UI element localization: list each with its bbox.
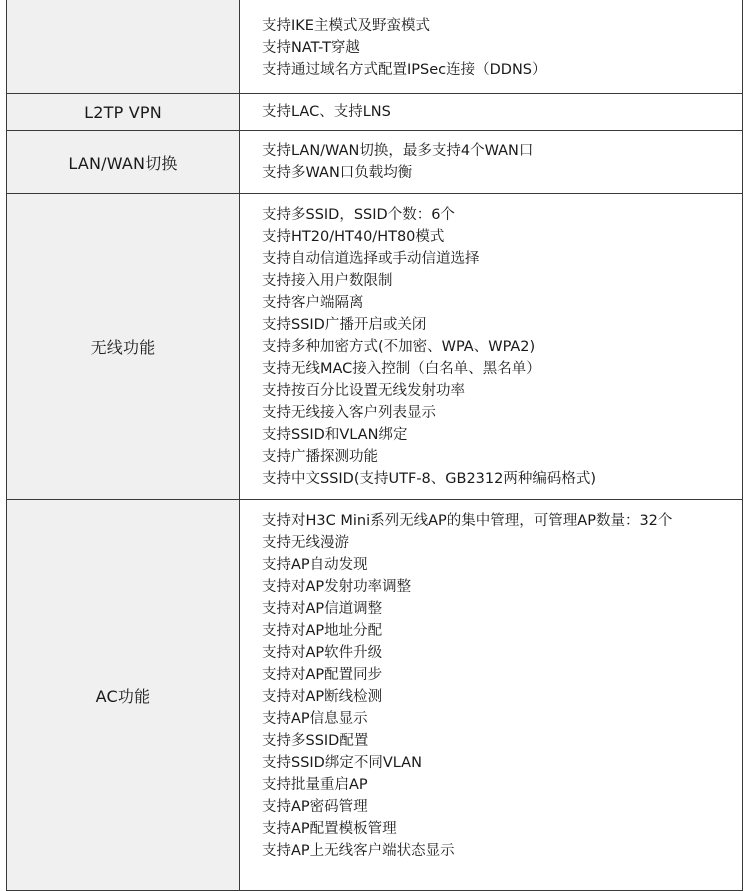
feature-item: 支持NAT-T穿越 — [262, 40, 360, 56]
feature-item: 支持AP自动发现 — [262, 557, 368, 573]
feature-item: 支持无线MAC接入控制（白名单、黑名单） — [262, 360, 541, 377]
feature-list — [262, 204, 742, 490]
row-label: 无线功能 — [7, 194, 240, 500]
table-row-wireless — [7, 194, 743, 500]
feature-item: 支持对AP配置同步 — [262, 667, 383, 683]
feature-item: 支持AP密码管理 — [262, 799, 368, 815]
row-features — [240, 0, 743, 94]
feature-list — [262, 101, 742, 123]
feature-item: 支持HT20/HT40/HT80模式 — [262, 228, 445, 245]
feature-item: 支持多WAN口负载均衡 — [262, 165, 413, 181]
table-row-lan-wan — [7, 131, 743, 194]
spec-table — [6, 0, 743, 891]
feature-item: 支持广播探测功能 — [262, 448, 378, 465]
row-label — [7, 0, 240, 94]
table-row-ipsec — [7, 0, 743, 94]
feature-list — [262, 510, 742, 862]
feature-item: 支持AP配置模板管理 — [262, 821, 397, 837]
feature-item: 支持SSID和VLAN绑定 — [262, 426, 408, 443]
row-label: L2TP VPN — [7, 94, 240, 131]
feature-item: 支持SSID广播开启或关闭 — [262, 316, 427, 333]
table-row-l2tp-vpn — [7, 94, 743, 131]
row-features — [240, 131, 743, 194]
feature-item: 支持自动信道选择或手动信道选择 — [262, 250, 480, 267]
row-features — [240, 194, 743, 500]
row-features — [240, 500, 743, 891]
feature-item: 支持AP信息显示 — [262, 711, 368, 727]
row-label: AC功能 — [7, 500, 240, 891]
feature-item: 支持接入用户数限制 — [262, 272, 393, 289]
row-features — [240, 94, 743, 131]
feature-item: 支持对H3C Mini系列无线AP的集中管理，可管理AP数量：32个 — [262, 513, 673, 529]
feature-item: 支持SSID绑定不同VLAN — [262, 755, 422, 771]
feature-item: 支持LAN/WAN切换，最多支持4个WAN口 — [262, 143, 534, 159]
feature-item: 支持LAC、支持LNS — [262, 104, 391, 120]
feature-item: 支持批量重启AP — [262, 777, 368, 793]
feature-item: 支持无线接入客户列表显示 — [262, 404, 436, 421]
feature-item: 支持AP上无线客户端状态显示 — [262, 843, 455, 859]
feature-item: 支持多SSID配置 — [262, 733, 369, 749]
feature-list — [262, 15, 742, 81]
feature-item: 支持对AP断线检测 — [262, 689, 383, 705]
feature-item: 支持中文SSID(支持UTF-8、GB2312两种编码格式) — [262, 470, 597, 487]
feature-item: 支持按百分比设置无线发射功率 — [262, 382, 465, 399]
feature-item: 支持通过域名方式配置IPSec连接（DDNS） — [262, 62, 547, 78]
feature-item: 支持对AP软件升级 — [262, 645, 383, 661]
feature-item: 支持无线漫游 — [262, 535, 349, 551]
feature-item: 支持IKE主模式及野蛮模式 — [262, 18, 430, 34]
row-label: LAN/WAN切换 — [7, 131, 240, 194]
table-row-ac — [7, 500, 743, 891]
feature-item: 支持对AP地址分配 — [262, 623, 383, 639]
feature-item: 支持客户端隔离 — [262, 294, 364, 311]
feature-item: 支持多种加密方式(不加密、WPA、WPA2) — [262, 338, 536, 355]
feature-item: 支持多SSID，SSID个数：6个 — [262, 206, 455, 223]
feature-item: 支持对AP信道调整 — [262, 601, 383, 617]
feature-list — [262, 140, 742, 184]
feature-item: 支持对AP发射功率调整 — [262, 579, 412, 595]
